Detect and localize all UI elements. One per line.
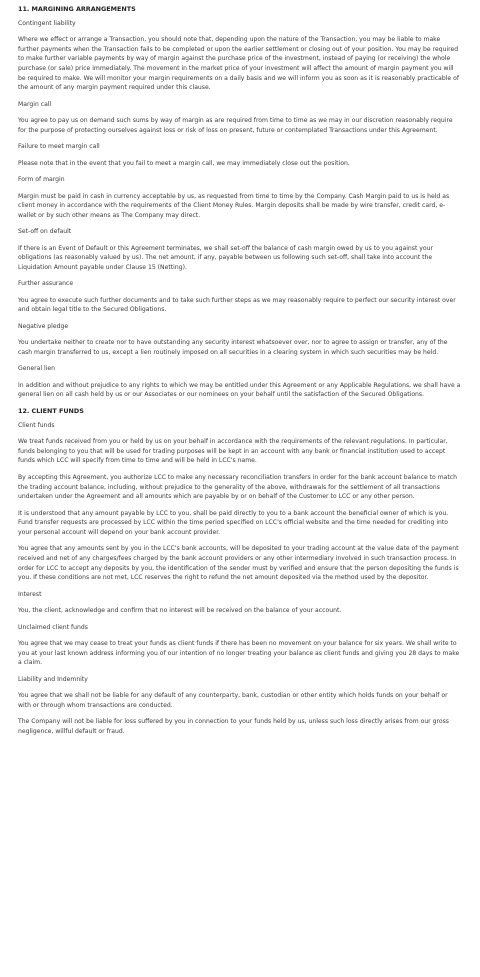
paragraph-failure-margin-call: Please note that in the event that you fail to meet a margin call, we may immediately close out the position. [18,159,350,167]
subheading-client-funds: Client funds [18,421,55,429]
subheading-liability-indemnity: Liability and Indemnity [18,675,88,683]
paragraph-margin-call: You agree to pay us on demand such sums by way of margin as are required from time to time as we may in our discretion reasonably require for the purpose of protecting ourselves against loss or risk of loss on present, future or contemplated Transactions under this Agreement. [18,117,453,134]
paragraph-set-off: If there is an Event of Default or this Agreement terminates, we shall set-off the balance of cash margin owed by us to you against your obligations (as reasonably valued by us). The net amount, if any, payable between us following such set-off, shall take into account the Liquidation Amount payable under Clause 15 (Netting). [18,244,433,271]
subheading-margin-call: Margin call [18,100,52,108]
paragraph-contingent-liability: Where we effect or arrange a Transaction, you should note that, depending upon the nature of the Transaction, you may be liable to make further payments when the Transaction fails to be completed or upon the earlier settlement or closing out of your position. You may be required to make further variable payments by way of margin against the purchase price of the investment, instead of paying (or receiving) the whole purchase (or sale) price immediately. The movement in the market price of your investment will affect the amount of margin payment you will be required to make. We will monitor your margin requirements on a daily basis and we will inform you as soon as it is reasonably practicable of the amount of any margin payment required under this clause. [18,36,459,92]
paragraph-negative-pledge: You undertake neither to create nor to have outstanding any security interest whatsoever over, nor to agree to assign or transfer, any of the cash margin transferred to us, except a lien routinely imposed on all securities in a clearing system in which such securities may be held. [18,339,448,356]
subheading-unclaimed-funds: Unclaimed client funds [18,623,88,631]
paragraph-interest: You, the client, acknowledge and confirm that no interest will be received on the balance of your account. [18,607,342,615]
subheading-general-lien: General lien [18,365,55,373]
paragraph-unclaimed-funds: You agree that we may cease to treat your funds as client funds if there has been no movement on your balance for six years. We shall write to you at your last known address informing you of our intention of no longer treating your balance as client funds and giving you 28 days to make a claim. [18,640,460,667]
subheading-interest: Interest [18,590,42,598]
section-title: 12. CLIENT FUNDS [18,406,84,415]
subheading-failure-margin-call: Failure to meet margin call [18,143,100,151]
paragraph-client-funds-2: By accepting this Agreement, you authorize LCC to make any necessary reconciliation transfers in order for the bank account balance to match the trading account balance, including, without prejudice to the generality of the above, withdrawals for the settlement of all transactions undertaken under the Agreement and all amounts which are payable by or on behalf of the Customer to LCC or any other person. [18,473,457,501]
subheading-contingent-liability: Contingent liability [18,20,76,27]
paragraph-form-of-margin: Margin must be paid in cash in currency acceptable by us, as requested from time to time by the Company. Cash Margin paid to us is held as client money in accordance with the requirements of the Client Money Rules. Margin deposits shall be made by wire transfer, credit card, e-wallet or by such other means as The Company may direct. [18,192,450,219]
paragraph-client-funds-3: It is understood that any amount payable by LCC to you, shall be paid directly to you to a bank account the beneficial owner of which is you. Fund transfer requests are processed by LCC within the time period specified on LCC's official website and the time needed for crediting into your personal account will depend on your bank account provider. [18,509,449,536]
paragraph-general-lien: In addition and without prejudice to any rights to which we may be entitled under this Agreement or any Applicable Regulations, we shall have a general lien on all cash held by us or our Associates or our nominees on your behalf until the satisfaction of the Secured Obligations. [18,381,461,399]
paragraph-liability-2: The Company will not be liable for loss suffered by you in connection to your funds held by us, unless such loss directly arises from our gross negligence, willful default or fraud. [18,718,449,735]
section-margining-arrangements [18,5,462,400]
subheading-form-of-margin: Form of margin [18,176,65,184]
section-title: 11. MARGINING ARRANGEMENTS [18,5,136,13]
subheading-further-assurance: Further assurance [18,280,74,288]
subheading-negative-pledge: Negative pledge [18,322,69,330]
section-client-funds [18,407,462,737]
subheading-set-off: Set-off on default [18,228,72,236]
paragraph-liability-1: You agree that we shall not be liable for any default of any counterparty, bank, custodian or other entity which holds funds on your behalf or with or through whom transactions are conducted. [18,692,448,709]
paragraph-further-assurance: You agree to execute such further documents and to take such further steps as we may reasonably require to perfect our security interest over and obtain legal title to the Secured Obligations. [18,296,456,314]
paragraph-client-funds-1: We treat funds received from you or held by us on your behalf in accordance with the requirements of the relevant regulations. In particular, funds belonging to you that will be used for trading purposes will be kept in an account with any bank or financial institution used to accept funds which LCC will specify from time to time and will be held in LCC's name. [18,438,448,465]
paragraph-client-funds-4: You agree that any amounts sent by you in the LCC's bank accounts, will be deposited to your trading account at the value date of the payment received and net of any charges/fees charged by the bank account providers or any other intermediary involved in such transaction process. In order for LCC to accept any deposits by you, the identification of the sender must by verified and ensure that the person depositing the funds is you. If these conditions are not met, LCC reserves the right to refund the net amount deposited via the method used by the depositor. [18,545,459,582]
